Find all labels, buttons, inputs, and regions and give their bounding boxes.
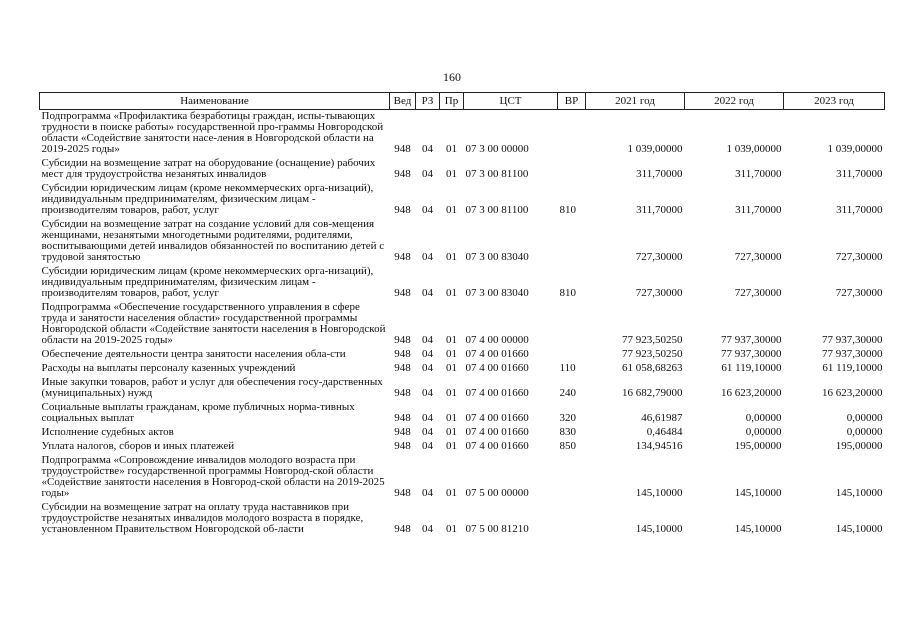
cell-rz: 04 [422, 348, 433, 360]
cell-cst: 07 3 00 83040 [465, 287, 529, 299]
cell-2023: 16 623,20000 [822, 387, 883, 399]
cell-pr: 01 [446, 251, 457, 263]
cell-cst: 07 4 00 01660 [465, 412, 529, 424]
cell-rz: 04 [422, 440, 433, 452]
col-header-name: Наименование [40, 93, 390, 110]
cell-rz: 04 [422, 287, 433, 299]
cell-rz: 04 [422, 412, 433, 424]
cell-2022: 727,30000 [734, 251, 782, 263]
cell-pr: 01 [446, 487, 457, 499]
cell-rz: 04 [422, 523, 433, 535]
cell-2023: 727,30000 [835, 287, 883, 299]
cell-2023: 145,10000 [835, 487, 883, 499]
table-row [40, 348, 885, 362]
cell-name: Обеспечение деятельности центра занятости населения обла-сти [41, 348, 346, 360]
budget-table [39, 92, 885, 537]
cell-name: Расходы на выплаты персоналу казенных учреждений [41, 362, 296, 374]
cell-2023: 77 937,30000 [822, 348, 883, 360]
cell-ved: 948 [394, 168, 411, 180]
col-header-2021: 2021 год [586, 93, 685, 110]
table-row [40, 362, 885, 376]
cell-cst: 07 4 00 01660 [465, 348, 529, 360]
cell-cst: 07 3 00 83040 [465, 251, 529, 263]
cell-pr: 01 [446, 348, 457, 360]
col-header-2023: 2023 год [784, 93, 885, 110]
table-row [40, 454, 885, 501]
col-header-pr: Пр [440, 93, 464, 110]
cell-ved: 948 [394, 287, 411, 299]
table-row [40, 218, 885, 265]
cell-name: Социальные выплаты гражданам, кроме публичных норма-тивных социальных выплат [41, 401, 355, 424]
cell-rz: 04 [422, 251, 433, 263]
cell-ved: 948 [394, 412, 411, 424]
cell-2021: 311,70000 [636, 204, 683, 216]
table-row [40, 426, 885, 440]
cell-vr [558, 157, 586, 182]
cell-2021: 16 682,79000 [622, 387, 683, 399]
cell-ved: 948 [394, 440, 411, 452]
cell-pr: 01 [446, 387, 457, 399]
cell-2023: 145,10000 [835, 523, 883, 535]
cell-2021: 134,94516 [635, 440, 683, 452]
cell-2023: 311,70000 [836, 204, 883, 216]
cell-name: Субсидии юридическим лицам (кроме некоммерческих орга-низаций), индивидуальным предпринимателям, физическим лицам - производителям товаров, работ, услуг [41, 265, 374, 299]
cell-ved: 948 [394, 362, 411, 374]
cell-2022: 0,00000 [745, 426, 782, 438]
cell-rz: 04 [422, 204, 433, 216]
cell-2022: 311,70000 [735, 204, 782, 216]
cell-vr [558, 110, 586, 158]
cell-cst: 07 4 00 01660 [465, 440, 529, 452]
cell-pr: 01 [446, 440, 457, 452]
cell-pr: 01 [446, 204, 457, 216]
cell-vr [558, 218, 586, 265]
cell-pr: 01 [446, 523, 457, 535]
cell-2023: 1 039,00000 [827, 143, 883, 155]
cell-vr: 850 [559, 440, 576, 452]
cell-ved: 948 [394, 251, 411, 263]
cell-ved: 948 [394, 487, 411, 499]
cell-name: Субсидии на возмещение затрат на оборудование (оснащение) рабочих мест для трудоустройства незанятых инвалидов [41, 157, 376, 180]
cell-name: Уплата налогов, сборов и иных платежей [41, 440, 235, 452]
cell-name: Иные закупки товаров, работ и услуг для обеспечения госу-дарственных (муниципальных) нужд [41, 376, 383, 399]
cell-name: Подпрограмма «Обеспечение государственного управления в сфере труда и занятости населения области» государственной программы Новгородской области «Содействие занятости населения в Новгородской области на 2019-2025 годы» [41, 301, 386, 346]
cell-2022: 1 039,00000 [726, 143, 782, 155]
cell-pr: 01 [446, 287, 457, 299]
table-row [40, 440, 885, 454]
cell-vr: 240 [559, 387, 576, 399]
cell-pr: 01 [446, 168, 457, 180]
table-row [40, 301, 885, 348]
cell-2021: 311,70000 [636, 168, 683, 180]
cell-2021: 145,10000 [635, 487, 683, 499]
cell-cst: 07 4 00 01660 [465, 362, 529, 374]
cell-rz: 04 [422, 426, 433, 438]
cell-pr: 01 [446, 143, 457, 155]
cell-pr: 01 [446, 412, 457, 424]
cell-vr: 110 [559, 362, 576, 374]
cell-2023: 0,00000 [846, 426, 883, 438]
cell-rz: 04 [422, 143, 433, 155]
cell-vr [558, 501, 586, 537]
table-row [40, 376, 885, 401]
col-header-vr: ВР [558, 93, 586, 110]
cell-2021: 77 923,50250 [622, 334, 683, 346]
table-row [40, 182, 885, 218]
cell-name: Подпрограмма «Сопровождение инвалидов молодого возраста при трудоустройстве» государственной программы Новгород-ской области «Содействие занятости населения в Новгород-ской области на 2019-2025 годы» [41, 454, 385, 499]
cell-2022: 311,70000 [735, 168, 782, 180]
cell-2021: 727,30000 [635, 251, 683, 263]
cell-ved: 948 [394, 348, 411, 360]
table-row [40, 110, 885, 158]
cell-2022: 145,10000 [734, 523, 782, 535]
cell-vr: 830 [559, 426, 576, 438]
cell-name: Исполнение судебных актов [41, 426, 174, 438]
cell-2022: 61 119,10000 [721, 362, 782, 374]
cell-2021: 0,46484 [646, 426, 683, 438]
table-row [40, 265, 885, 301]
cell-cst: 07 4 00 01660 [465, 387, 529, 399]
cell-vr [558, 454, 586, 501]
cell-2022: 727,30000 [734, 287, 782, 299]
col-header-ved: Вед [390, 93, 416, 110]
cell-cst: 07 4 00 01660 [465, 426, 529, 438]
cell-ved: 948 [394, 523, 411, 535]
cell-2023: 77 937,30000 [822, 334, 883, 346]
col-header-rz: РЗ [416, 93, 440, 110]
page-number: 160 [443, 70, 461, 84]
table-body [40, 110, 885, 538]
cell-2021: 61 058,68263 [622, 362, 683, 374]
cell-2023: 0,00000 [846, 412, 883, 424]
cell-rz: 04 [422, 168, 433, 180]
cell-ved: 948 [394, 426, 411, 438]
cell-name: Подпрограмма «Профилактика безработицы граждан, испы-тывающих трудности в поиске работы» государственной про-граммы Новгородской области «Содействие занятости насе-ления в Новгородской области на 2019-2025 годы» [41, 110, 384, 155]
col-header-2022: 2022 год [685, 93, 784, 110]
cell-rz: 04 [422, 362, 433, 374]
cell-2021: 1 039,00000 [627, 143, 683, 155]
cell-rz: 04 [422, 387, 433, 399]
cell-2022: 145,10000 [734, 487, 782, 499]
cell-ved: 948 [394, 387, 411, 399]
cell-2022: 77 937,30000 [721, 348, 782, 360]
cell-vr: 810 [559, 287, 576, 299]
cell-rz: 04 [422, 487, 433, 499]
table-row [40, 401, 885, 426]
table-row [40, 501, 885, 537]
cell-2022: 0,00000 [745, 412, 782, 424]
cell-2022: 195,00000 [734, 440, 782, 452]
cell-ved: 948 [394, 204, 411, 216]
cell-cst: 07 5 00 00000 [465, 487, 529, 499]
cell-2023: 311,70000 [836, 168, 883, 180]
cell-pr: 01 [446, 334, 457, 346]
cell-pr: 01 [446, 362, 457, 374]
cell-2023: 727,30000 [835, 251, 883, 263]
cell-name: Субсидии на возмещение затрат на создание условий для сов-мещения женщинами, незанятыми многодетными родителями, родителями, воспитывающими детей инвалидов обязанностей по воспитанию детей с трудовой занятостью [41, 218, 385, 263]
cell-cst: 07 4 00 00000 [465, 334, 529, 346]
cell-name: Субсидии юридическим лицам (кроме некоммерческих орга-низаций), индивидуальным предпринимателям, физическим лицам - производителям товаров, работ, услуг [41, 182, 374, 216]
cell-pr: 01 [446, 426, 457, 438]
cell-2022: 16 623,20000 [721, 387, 782, 399]
cell-vr [558, 301, 586, 348]
cell-2021: 727,30000 [635, 287, 683, 299]
cell-2021: 77 923,50250 [622, 348, 683, 360]
cell-vr [558, 348, 586, 362]
cell-2021: 145,10000 [635, 523, 683, 535]
cell-2021: 46,61987 [641, 412, 683, 424]
table-row [40, 157, 885, 182]
cell-2022: 77 937,30000 [721, 334, 782, 346]
cell-2023: 61 119,10000 [822, 362, 883, 374]
cell-rz: 04 [422, 334, 433, 346]
cell-2023: 195,00000 [835, 440, 883, 452]
cell-ved: 948 [394, 334, 411, 346]
cell-cst: 07 3 00 81100 [465, 204, 529, 216]
table-header-row [40, 93, 885, 110]
cell-vr: 320 [559, 412, 576, 424]
col-header-cst: ЦСТ [464, 93, 558, 110]
cell-vr: 810 [559, 204, 576, 216]
cell-cst: 07 3 00 00000 [465, 143, 529, 155]
cell-name: Субсидии на возмещение затрат на оплату труда наставников при трудоустройстве незанятых инвалидов молодого возраста в порядке, установленном Правительством Новгородской об-ласти [41, 501, 364, 535]
cell-cst: 07 3 00 81100 [465, 168, 529, 180]
cell-ved: 948 [394, 143, 411, 155]
cell-cst: 07 5 00 81210 [465, 523, 529, 535]
